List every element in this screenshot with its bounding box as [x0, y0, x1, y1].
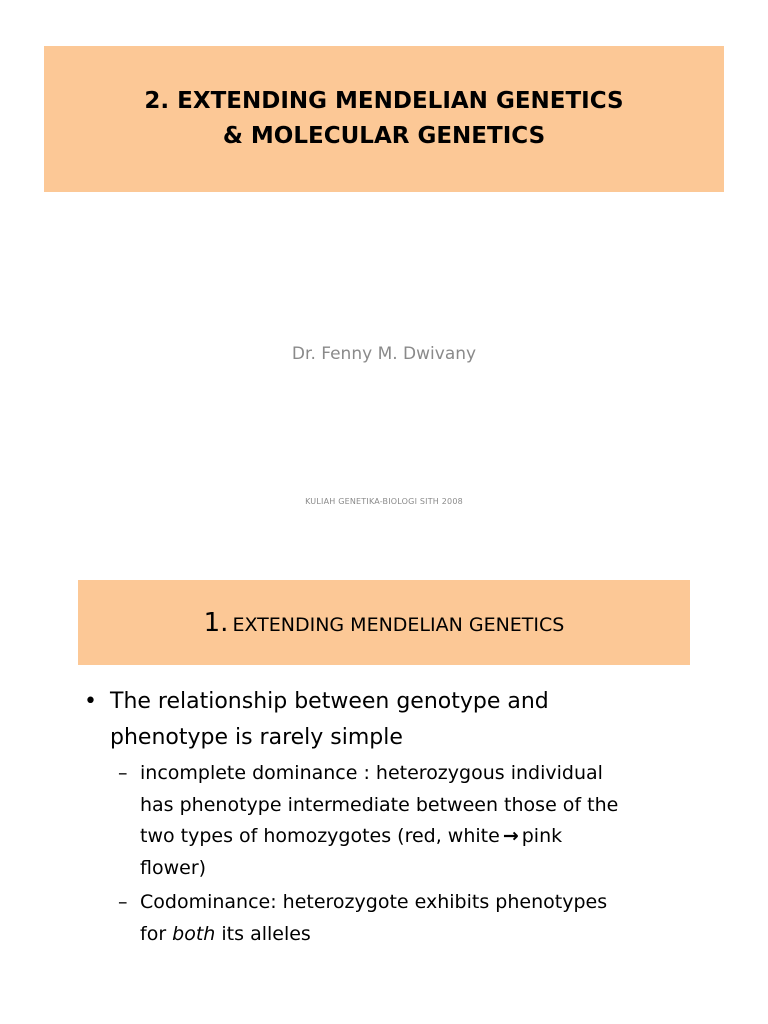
emphasis-text: both [172, 922, 216, 945]
sub-bullet-line [140, 919, 724, 951]
sub-bullet-line: has phenotype intermediate between those of the [140, 793, 619, 816]
slide2-title-box [78, 580, 690, 665]
sub-bullet-item [118, 758, 724, 884]
slide1-title-line2: & MOLECULAR GENETICS [222, 123, 546, 149]
sub-bullet-marker: – [118, 762, 128, 784]
sub-bullet-marker: – [118, 891, 128, 913]
slide1-title-line1: 2. EXTENDING MENDELIAN GENETICS [144, 88, 624, 114]
sub-bullet-line: incomplete dominance : heterozygous individual [140, 762, 603, 784]
slide2-title-text: EXTENDING MENDELIAN GENETICS [232, 613, 565, 636]
slide1-title-box [44, 46, 724, 192]
slide-footer: KULIAH GENETIKA-BIOLOGI SITH 2008 [305, 497, 463, 506]
sub-bullet-text: two types of homozygotes (red, white [140, 825, 500, 847]
sub-bullet-list [84, 758, 724, 950]
sub-bullet-line: Codominance: heterozygote exhibits phenotypes [140, 891, 608, 913]
sub-bullet-text: pink [521, 825, 563, 847]
bullet-list [84, 684, 724, 953]
slide2-title [204, 608, 565, 638]
bullet-item [84, 684, 724, 756]
sub-bullet-text: for [140, 922, 167, 945]
slide2-title-number: 1. [203, 607, 229, 638]
bullet-line: The relationship between genotype and [110, 689, 549, 714]
sub-bullet-item [118, 887, 724, 950]
sub-bullet-line: flower) [140, 856, 207, 879]
right-arrow-icon: → [502, 825, 519, 847]
sub-bullet-text: its alleles [221, 922, 311, 945]
author-name: Dr. Fenny M. Dwivany [291, 344, 477, 364]
bullet-marker: • [84, 689, 97, 714]
sub-bullet-line [140, 821, 724, 853]
bullet-line: phenotype is rarely simple [110, 725, 403, 750]
